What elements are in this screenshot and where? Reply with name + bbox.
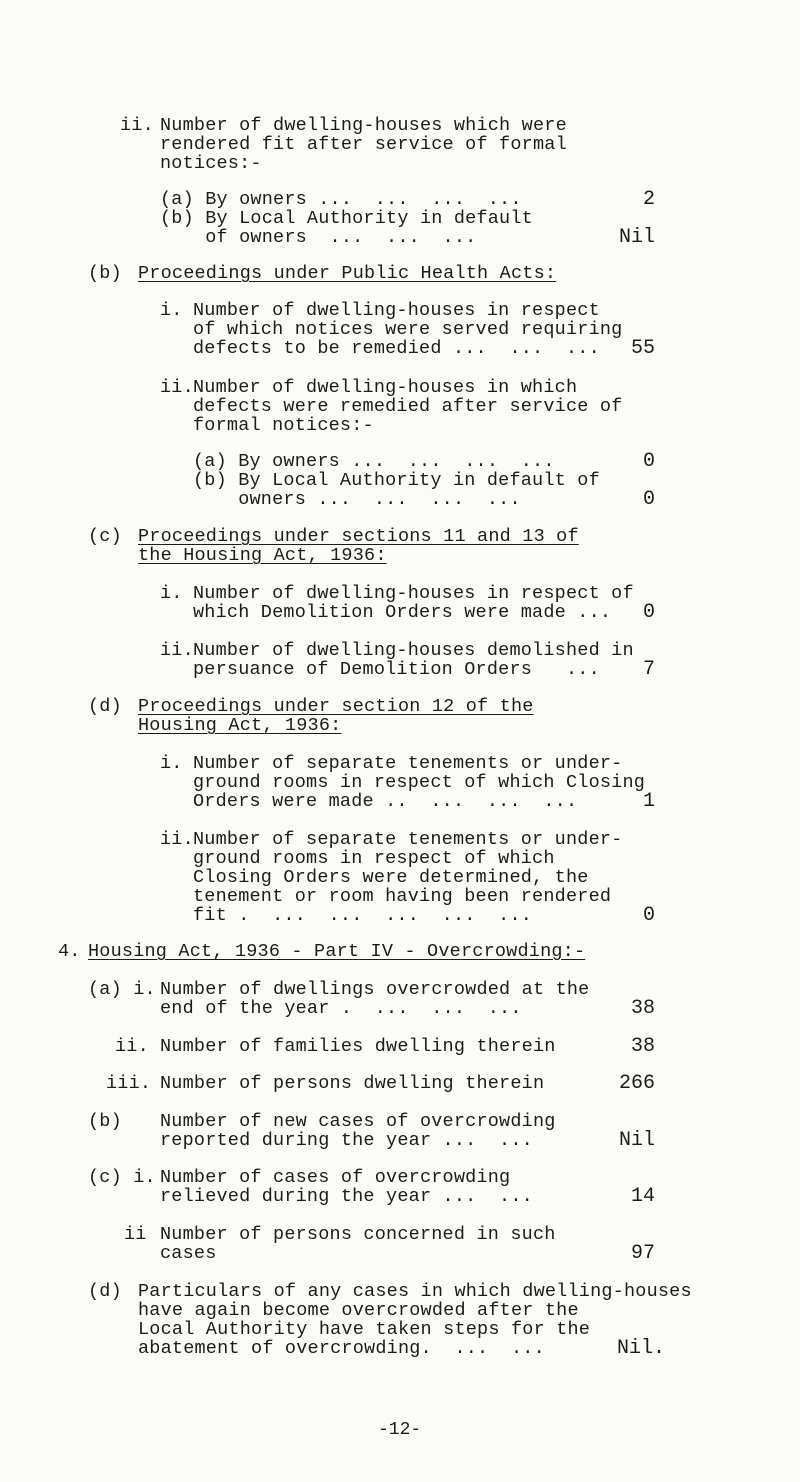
- section-c-heading: Proceedings under sections 11 and 13 of: [138, 526, 579, 547]
- item-value: 55: [630, 337, 655, 360]
- item-text: Number of dwelling-houses in respect of which notices were served requiring defects to be remedied ... ... ...: [193, 300, 623, 359]
- subitem-a-value: 2: [642, 188, 655, 211]
- subitem-a-text: (a) By owners ... ... ... ...: [193, 451, 555, 472]
- item-value: 0: [642, 601, 655, 624]
- item-text: Number of dwellings overcrowded at the end of the year . ... ... ...: [160, 979, 590, 1019]
- section-b-label: (b): [88, 263, 122, 284]
- subitem-b-text-2: owners ... ... ... ...: [193, 489, 521, 510]
- item-text: Number of dwelling-houses demolished in persuance of Demolition Orders ...: [193, 640, 634, 680]
- section-4-label: 4.: [58, 941, 81, 962]
- item-text: Number of dwelling-houses in respect of which Demolition Orders were made ...: [193, 583, 634, 623]
- item-text: Number of persons concerned in such cases: [160, 1224, 556, 1264]
- item-text: Number of persons dwelling therein: [160, 1073, 545, 1094]
- subitem-b-text-2: of owners ... ... ...: [160, 227, 477, 248]
- item-text: Number of dwelling-houses which were rendered fit after service of formal notices:-: [160, 115, 567, 174]
- section-d-label: (d): [88, 696, 122, 717]
- item-label: ii: [124, 1224, 147, 1245]
- item-value: 0: [642, 904, 655, 927]
- item-text: Particulars of any cases in which dwelling-houses have again become overcrowded after the Local Authority have taken steps for the abatement of overcrowding. ... ...: [138, 1281, 692, 1359]
- section-c-label: (c): [88, 526, 122, 547]
- item-label: i.: [160, 583, 183, 604]
- subitem-a-text: (a) By owners ... ... ... ...: [160, 189, 522, 210]
- section-d-heading-2: Housing Act, 1936:: [138, 715, 342, 736]
- item-label: (c) i.: [88, 1167, 156, 1188]
- item-value: 38: [630, 997, 655, 1020]
- item-value: 38: [630, 1035, 655, 1058]
- item-value: 266: [618, 1072, 655, 1095]
- subitem-b-text: (b) By Local Authority in default: [160, 208, 533, 229]
- item-text: Number of separate tenements or under- ground rooms in respect of which Closing Orders were made .. ... ... ...: [193, 753, 646, 812]
- item-value: Nil: [618, 1129, 655, 1152]
- item-label: (d): [88, 1281, 122, 1302]
- item-value: 14: [630, 1185, 655, 1208]
- item-text: Number of separate tenements or under- ground rooms in respect of which Closing Orders were determined, the tenement or room having been rendered fit . ... ... ... ... ...: [193, 829, 623, 926]
- item-value: Nil.: [616, 1337, 665, 1360]
- item-label: ii.: [160, 829, 194, 850]
- item-label: (a) i.: [88, 979, 156, 1000]
- section-c-heading-2: the Housing Act, 1936:: [138, 545, 387, 566]
- item-value: 1: [642, 790, 655, 813]
- item-label: ii.: [115, 1036, 149, 1057]
- item-label: i.: [160, 300, 183, 321]
- item-text: Number of families dwelling therein: [160, 1036, 556, 1057]
- section-b-heading: Proceedings under Public Health Acts:: [138, 263, 557, 284]
- item-value: 97: [630, 1242, 655, 1265]
- item-label: i.: [160, 753, 183, 774]
- subitem-b-text: (b) By Local Authority in default of: [193, 470, 600, 491]
- subitem-b-value: Nil: [618, 226, 655, 249]
- item-text: Number of new cases of overcrowding reported during the year ... ...: [160, 1111, 556, 1151]
- item-label: ii.: [160, 640, 194, 661]
- item-label: ii.: [160, 377, 194, 398]
- item-label: (b): [88, 1111, 122, 1132]
- section-d-heading: Proceedings under section 12 of the: [138, 696, 534, 717]
- item-value: 7: [642, 658, 655, 681]
- item-label: ii.: [120, 115, 154, 136]
- section-4-heading: Housing Act, 1936 - Part IV - Overcrowding:-: [88, 941, 586, 962]
- page-number: -12-: [378, 1420, 422, 1440]
- item-label: iii.: [106, 1073, 152, 1094]
- item-text: Number of cases of overcrowding relieved during the year ... ...: [160, 1167, 533, 1207]
- subitem-b-value: 0: [642, 488, 655, 511]
- subitem-a-value: 0: [642, 450, 655, 473]
- item-text: Number of dwelling-houses in which defects were remedied after service of formal notices:-: [193, 377, 623, 436]
